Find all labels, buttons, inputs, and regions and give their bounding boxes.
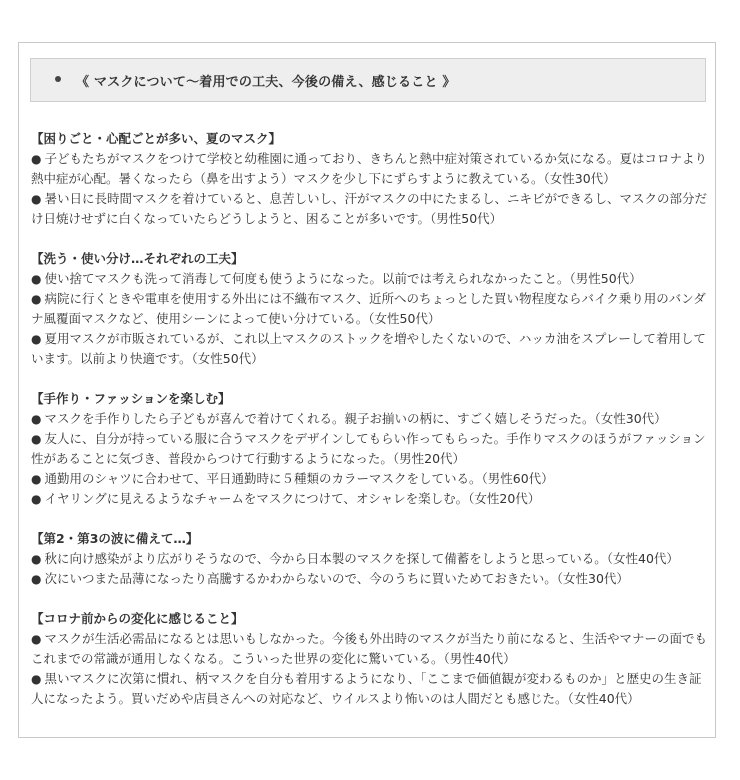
section-heading: 【洗う・使い分け…それぞれの工夫】: [31, 251, 244, 266]
comment-text: 使い捨てマスクも洗って消毒して何度も使うようになった。以前では考えられなかったこと。（男性50代）: [44, 271, 642, 286]
section-heading: 【第2・第3の波に備えて…】: [31, 531, 199, 546]
bullet-icon: ●: [31, 272, 42, 286]
comment-text: イヤリングに見えるようなチャームをマスクにつけて、オシャレを楽しむ。（女性20代）: [44, 491, 541, 506]
comment-item: [31, 189, 707, 229]
bullet-icon: ●: [31, 412, 42, 426]
bullet-icon: ●: [31, 572, 42, 586]
comment-item: [31, 269, 707, 289]
bullet-icon: ●: [31, 492, 42, 506]
comment-text: 夏用マスクが市販されているが、これ以上マスクのストックを増やしたくないので、ハッカ油をスプレーして着用しています。以前より快適です。（女性50代）: [31, 331, 706, 366]
bullet-icon: ●: [31, 152, 42, 166]
comment-item: [31, 429, 707, 469]
bullet-icon: ●: [31, 472, 42, 486]
comment-item: [31, 289, 707, 329]
comment-text: 次にいつまた品薄になったり高騰するかわからないので、今のうちに買いためておきたい。（女性30代）: [44, 571, 629, 586]
comment-item: [31, 149, 707, 189]
comment-text: 通勤用のシャツに合わせて、平日通勤時に５種類のカラーマスクをしている。（男性60代）: [44, 471, 554, 486]
comment-text: 黒いマスクに次第に慣れ、柄マスクを自分も着用するようになり、「ここまで価値観が変わるものか」と歴史の生き証人になったよう。買いだめや店員さんへの対応など、ウイルスより怖いのは人間だとも感じた。（女性40代）: [31, 671, 702, 706]
bullet-icon: [55, 76, 61, 82]
article-frame: [18, 42, 716, 738]
bullet-icon: ●: [31, 292, 42, 306]
section-heading: 【コロナ前からの変化に感じること】: [31, 611, 244, 626]
bullet-icon: ●: [31, 672, 42, 686]
comment-text: マスクが生活必需品になるとは思いもしなかった。今後も外出時のマスクが当たり前になると、生活やマナーの面でもこれまでの常識が通用しなくなる。こういった世界の変化に驚いている。（男性40代）: [31, 631, 707, 666]
comment-text: マスクを手作りしたら子どもが喜んで着けてくれる。親子お揃いの柄に、すごく嬉しそうだった。（女性30代）: [44, 411, 667, 426]
comment-item: [31, 549, 707, 569]
comment-text: 秋に向け感染がより広がりそうなので、今から日本製のマスクを探して備蓄をしようと思っている。（女性40代）: [44, 551, 679, 566]
comment-section: [31, 249, 707, 369]
comment-item: [31, 669, 707, 709]
bullet-icon: ●: [31, 432, 42, 446]
comment-item: [31, 569, 707, 589]
comment-section: [31, 389, 707, 509]
comment-text: 病院に行くときや電車を使用する外出には不織布マスク、近所へのちょっとした買い物程度ならバイク乗り用のバンダナ風覆面マスクなど、使用シーンによって使い分けている。（女性50代）: [31, 291, 706, 326]
comment-text: 子どもたちがマスクをつけて学校と幼稚園に通っており、きちんと熱中症対策されているか気になる。夏はコロナより熱中症が心配。暑くなったら（鼻を出すよう）マスクを少し下にずらすように教えている。（女性30代）: [31, 151, 707, 186]
comment-item: [31, 409, 707, 429]
section-title-box: [30, 58, 706, 102]
section-heading: 【手作り・ファッションを楽しむ】: [31, 391, 231, 406]
comment-section: [31, 129, 707, 229]
comment-item: [31, 469, 707, 489]
comment-text: 暑い日に長時間マスクを着けていると、息苦しいし、汗がマスクの中にたまるし、ニキビができるし、マスクの部分だけ日焼けせずに白くなっていたらどうしようと、困ることが多いです。（男性50代）: [31, 191, 707, 226]
comment-item: [31, 489, 707, 509]
comment-section: [31, 529, 707, 589]
bullet-icon: ●: [31, 552, 42, 566]
bullet-icon: ●: [31, 632, 42, 646]
comment-item: [31, 329, 707, 369]
comment-text: 友人に、自分が持っている服に合うマスクをデザインしてもらい作ってもらった。手作りマスクのほうがファッション性があることに気づき、普段からつけて行動するようになった。（男性20代）: [31, 431, 706, 466]
bullet-icon: ●: [31, 192, 42, 206]
comment-section: [31, 609, 707, 709]
bullet-icon: ●: [31, 332, 42, 346]
section-title: 《 マスクについて〜着用での工夫、今後の備え、感じること 》: [76, 75, 456, 90]
comment-item: [31, 629, 707, 669]
comments-list: [31, 129, 707, 709]
section-heading: 【困りごと・心配ごとが多い、夏のマスク】: [31, 131, 282, 146]
